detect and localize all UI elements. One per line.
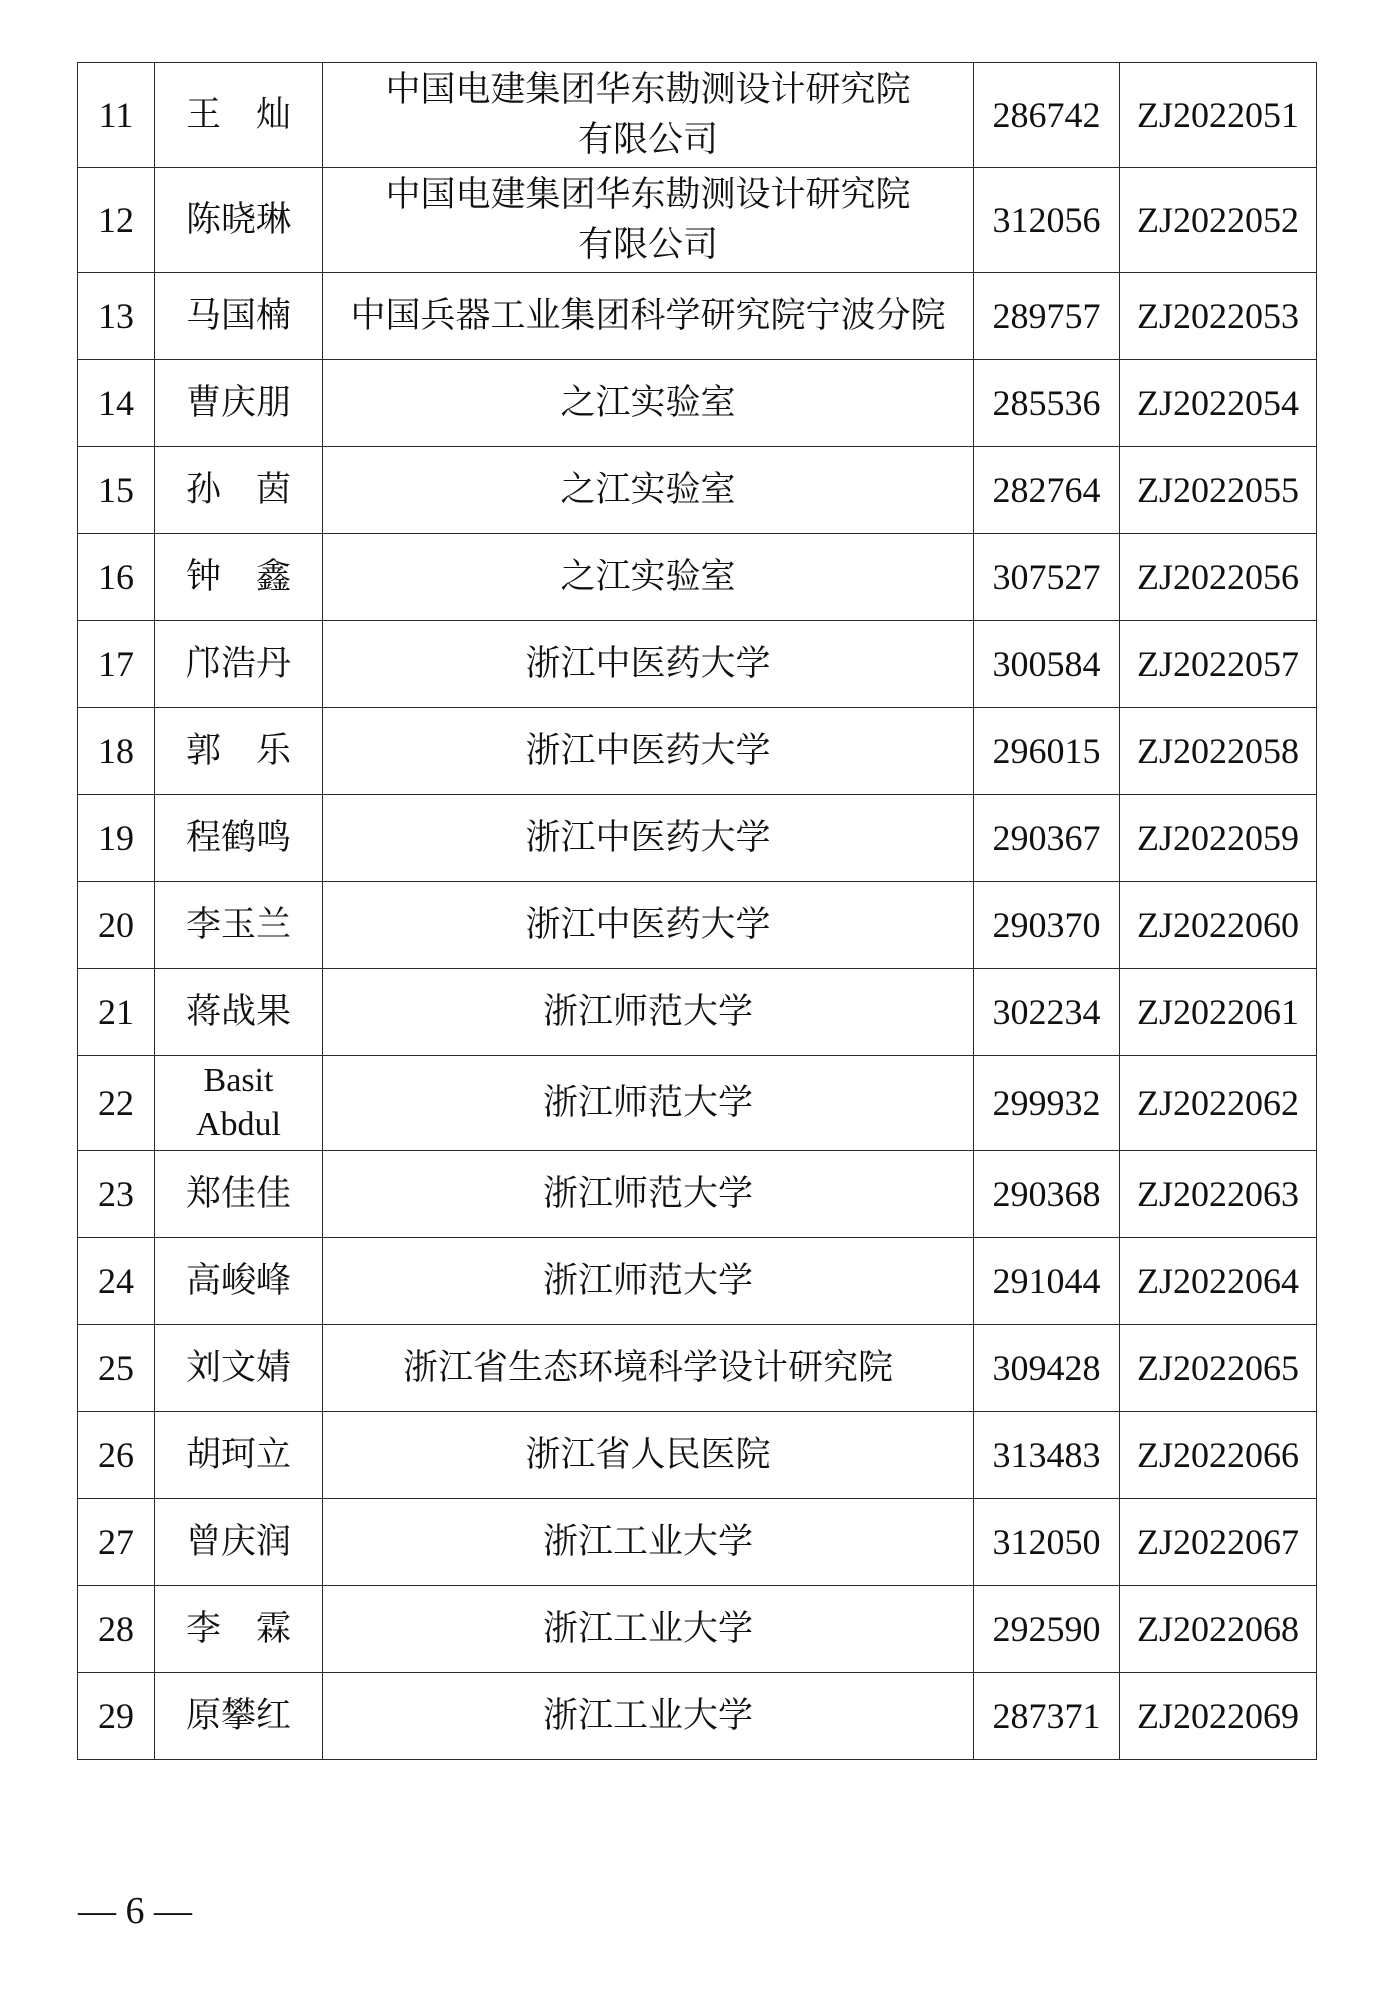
organization-line: 浙江中医药大学 (525, 818, 771, 858)
organization-cell (323, 708, 974, 795)
person-name-cell: 邝浩丹 (155, 621, 323, 708)
id-number-cell: 307527 (974, 534, 1120, 621)
row-number-cell: 15 (78, 447, 155, 534)
organization-cell (323, 969, 974, 1056)
code-cell: ZJ2022056 (1120, 534, 1317, 621)
organization-cell (323, 1586, 974, 1673)
id-number-cell: 289757 (974, 273, 1120, 360)
person-name-cell: 陈晓琳 (155, 168, 323, 273)
id-number-cell: 302234 (974, 969, 1120, 1056)
organization-line: 浙江工业大学 (542, 1522, 753, 1562)
organization-line: 之江实验室 (560, 557, 736, 597)
organization-line: 浙江中医药大学 (525, 905, 771, 945)
person-name-cell: 曾庆润 (155, 1499, 323, 1586)
table-row (78, 1238, 1317, 1325)
organization-cell (323, 447, 974, 534)
row-number-cell: 22 (78, 1056, 155, 1151)
organization-line: 浙江师范大学 (542, 1174, 753, 1214)
table-row (78, 273, 1317, 360)
table-row (78, 1499, 1317, 1586)
row-number-cell: 28 (78, 1586, 155, 1673)
organization-cell (323, 882, 974, 969)
id-number-cell: 296015 (974, 708, 1120, 795)
row-number-cell: 20 (78, 882, 155, 969)
roster-table-body (78, 63, 1317, 1760)
code-cell: ZJ2022055 (1120, 447, 1317, 534)
row-number-cell: 24 (78, 1238, 155, 1325)
table-row (78, 447, 1317, 534)
id-number-cell: 313483 (974, 1412, 1120, 1499)
row-number-cell: 27 (78, 1499, 155, 1586)
code-cell: ZJ2022052 (1120, 168, 1317, 273)
code-cell: ZJ2022058 (1120, 708, 1317, 795)
organization-cell (323, 1499, 974, 1586)
code-cell: ZJ2022064 (1120, 1238, 1317, 1325)
organization-cell (323, 1325, 974, 1412)
code-cell: ZJ2022067 (1120, 1499, 1317, 1586)
person-name-cell: 李玉兰 (155, 882, 323, 969)
organization-line: 之江实验室 (560, 470, 736, 510)
id-number-cell: 290367 (974, 795, 1120, 882)
code-cell: ZJ2022060 (1120, 882, 1317, 969)
code-cell: ZJ2022065 (1120, 1325, 1317, 1412)
id-number-cell: 312050 (974, 1499, 1120, 1586)
row-number-cell: 11 (78, 63, 155, 168)
table-row (78, 969, 1317, 1056)
table-row (78, 1325, 1317, 1412)
code-cell: ZJ2022053 (1120, 273, 1317, 360)
table-row (78, 1151, 1317, 1238)
id-number-cell: 299932 (974, 1056, 1120, 1151)
row-number-cell: 29 (78, 1673, 155, 1760)
organization-line: 浙江师范大学 (542, 1261, 753, 1301)
id-number-cell: 287371 (974, 1673, 1120, 1760)
organization-cell (323, 795, 974, 882)
person-name-cell: 王 灿 (155, 63, 323, 168)
person-name-cell: 钟 鑫 (155, 534, 323, 621)
organization-cell (323, 1412, 974, 1499)
code-cell: ZJ2022063 (1120, 1151, 1317, 1238)
code-cell: ZJ2022059 (1120, 795, 1317, 882)
table-row (78, 360, 1317, 447)
row-number-cell: 25 (78, 1325, 155, 1412)
person-name-cell: 郑佳佳 (155, 1151, 323, 1238)
organization-line: 浙江中医药大学 (525, 644, 771, 684)
roster-table (77, 62, 1317, 1760)
row-number-cell: 13 (78, 273, 155, 360)
row-number-cell: 12 (78, 168, 155, 273)
table-row (78, 534, 1317, 621)
id-number-cell: 285536 (974, 360, 1120, 447)
row-number-cell: 14 (78, 360, 155, 447)
id-number-cell: 292590 (974, 1586, 1120, 1673)
id-number-cell: 286742 (974, 63, 1120, 168)
organization-line: 浙江师范大学 (542, 992, 753, 1032)
organization-cell (323, 63, 974, 168)
person-name-cell (155, 1056, 323, 1151)
person-name-cell: 蒋战果 (155, 969, 323, 1056)
organization-line: 浙江工业大学 (542, 1609, 753, 1649)
code-cell: ZJ2022051 (1120, 63, 1317, 168)
code-cell: ZJ2022054 (1120, 360, 1317, 447)
person-name-cell: 高峻峰 (155, 1238, 323, 1325)
code-cell: ZJ2022057 (1120, 621, 1317, 708)
person-name-text: Basit Abdul (196, 1062, 281, 1143)
table-row (78, 882, 1317, 969)
id-number-cell: 290368 (974, 1151, 1120, 1238)
person-name-cell: 原攀红 (155, 1673, 323, 1760)
table-row (78, 708, 1317, 795)
page-number: — 6 — (78, 1890, 192, 1932)
table-row (78, 621, 1317, 708)
id-number-cell: 282764 (974, 447, 1120, 534)
table-row (78, 1586, 1317, 1673)
row-number-cell: 18 (78, 708, 155, 795)
organization-cell (323, 168, 974, 273)
organization-line: 之江实验室 (560, 383, 736, 423)
row-number-cell: 17 (78, 621, 155, 708)
person-name-cell: 曹庆朋 (155, 360, 323, 447)
organization-line: 浙江中医药大学 (525, 731, 771, 771)
organization-line: 浙江省生态环境科学设计研究院 (402, 1348, 893, 1388)
person-name-cell: 孙 茵 (155, 447, 323, 534)
table-row (78, 795, 1317, 882)
code-cell: ZJ2022062 (1120, 1056, 1317, 1151)
person-name-cell: 马国楠 (155, 273, 323, 360)
organization-cell (323, 621, 974, 708)
person-name-cell: 程鹤鸣 (155, 795, 323, 882)
organization-cell (323, 360, 974, 447)
table-row (78, 63, 1317, 168)
row-number-cell: 21 (78, 969, 155, 1056)
row-number-cell: 23 (78, 1151, 155, 1238)
organization-line: 中国电建集团华东勘测设计研究院 (385, 70, 911, 110)
code-cell: ZJ2022066 (1120, 1412, 1317, 1499)
id-number-cell: 291044 (974, 1238, 1120, 1325)
code-cell: ZJ2022069 (1120, 1673, 1317, 1760)
organization-cell (323, 1151, 974, 1238)
table-row (78, 1412, 1317, 1499)
row-number-cell: 16 (78, 534, 155, 621)
person-name-cell: 李 霖 (155, 1586, 323, 1673)
organization-cell (323, 273, 974, 360)
id-number-cell: 300584 (974, 621, 1120, 708)
code-cell: ZJ2022068 (1120, 1586, 1317, 1673)
id-number-cell: 309428 (974, 1325, 1120, 1412)
organization-line: 有限公司 (577, 120, 718, 160)
organization-cell (323, 534, 974, 621)
person-name-cell: 郭 乐 (155, 708, 323, 795)
table-row (78, 168, 1317, 273)
organization-line: 浙江工业大学 (542, 1696, 753, 1736)
id-number-cell: 312056 (974, 168, 1120, 273)
organization-line: 浙江师范大学 (542, 1083, 753, 1123)
table-row (78, 1673, 1317, 1760)
row-number-cell: 26 (78, 1412, 155, 1499)
organization-cell (323, 1056, 974, 1151)
code-cell: ZJ2022061 (1120, 969, 1317, 1056)
organization-cell (323, 1238, 974, 1325)
id-number-cell: 290370 (974, 882, 1120, 969)
organization-line: 中国电建集团华东勘测设计研究院 (385, 175, 911, 215)
organization-line: 浙江省人民医院 (525, 1435, 771, 1475)
row-number-cell: 19 (78, 795, 155, 882)
person-name-cell: 刘文婧 (155, 1325, 323, 1412)
person-name-cell: 胡珂立 (155, 1412, 323, 1499)
organization-cell (323, 1673, 974, 1760)
organization-line: 中国兵器工业集团科学研究院宁波分院 (350, 296, 946, 336)
organization-line: 有限公司 (577, 225, 718, 265)
table-row (78, 1056, 1317, 1151)
